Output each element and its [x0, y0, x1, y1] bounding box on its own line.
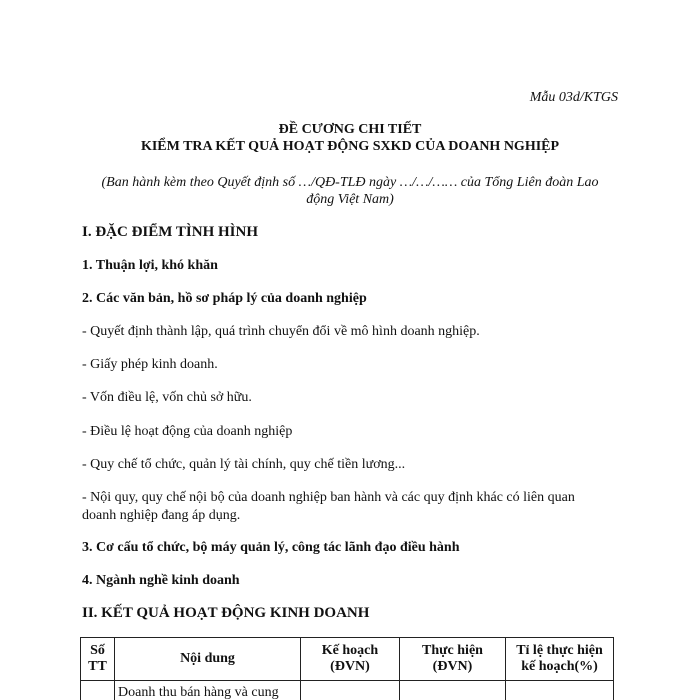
header-stt-line1: Số: [90, 643, 105, 658]
bullet-item: - Quy chế tổ chức, quản lý tài chính, quy chế tiền lương...: [82, 457, 406, 472]
bullet-item: - Điều lệ hoạt động của doanh nghiệp: [82, 424, 293, 439]
cell-actual: [400, 681, 506, 700]
header-actual-line2: (ĐVN): [432, 659, 473, 674]
header-content: Nội dung: [115, 638, 301, 681]
bullet-item: - Nội quy, quy chế nội bộ của doanh nghiệp ban hành và các quy định khác có liên quan: [82, 490, 575, 505]
cell-content: Doanh thu bán hàng và cung: [115, 681, 301, 700]
document-subtitle: [80, 174, 620, 208]
cell-stt: [81, 681, 115, 700]
cell-ratio: [506, 681, 614, 700]
section-heading-1: I. ĐẶC ĐIỂM TÌNH HÌNH: [82, 224, 258, 240]
section-heading-2: II. KẾT QUẢ HOẠT ĐỘNG KINH DOANH: [82, 605, 370, 621]
bullet-item: - Giấy phép kinh doanh.: [82, 357, 218, 372]
results-table: [80, 637, 614, 700]
header-plan-line1: Kế hoạch: [321, 643, 379, 658]
bullet-item-continuation: doanh nghiệp đang áp dụng.: [82, 508, 241, 523]
header-plan-line2: (ĐVN): [330, 659, 370, 674]
document-title-line2: KIỂM TRA KẾT QUẢ HOẠT ĐỘNG SXKD CỦA DOANH NGHIỆP: [140, 139, 560, 154]
cell-plan: [301, 681, 400, 700]
subtitle-line2: động Việt Nam): [306, 192, 394, 207]
header-actual-line1: Thực hiện: [422, 643, 483, 658]
bullet-item: - Vốn điều lệ, vốn chủ sở hữu.: [82, 390, 252, 405]
header-ratio-line1: Tỉ lệ thực hiện: [516, 643, 603, 658]
header-ratio-line2: kế hoạch(%): [521, 659, 598, 674]
header-stt-line2: TT: [88, 659, 107, 674]
subsection-1-3: 3. Cơ cấu tổ chức, bộ máy quản lý, công tác lãnh đạo điều hành: [82, 540, 460, 555]
subsection-1-2: 2. Các văn bản, hồ sơ pháp lý của doanh nghiệp: [82, 291, 367, 306]
subtitle-line1: (Ban hành kèm theo Quyết định số …/QĐ-TLĐ ngày …/…/…… của Tổng Liên đoàn Lao: [101, 175, 599, 190]
header-ratio: [506, 638, 614, 681]
subsection-1-4: 4. Ngành nghề kinh doanh: [82, 573, 240, 588]
document-title-line1: ĐỀ CƯƠNG CHI TIẾT: [278, 122, 422, 137]
table-row: [81, 681, 614, 700]
subsection-1-1: 1. Thuận lợi, khó khăn: [82, 258, 218, 273]
bullet-item: - Quyết định thành lập, quá trình chuyển đổi về mô hình doanh nghiệp.: [82, 324, 480, 339]
form-code: Mẫu 03d/KTGS: [529, 90, 618, 105]
header-stt: [81, 638, 115, 681]
table-header-row: [81, 638, 614, 681]
header-actual: [400, 638, 506, 681]
header-plan: [301, 638, 400, 681]
